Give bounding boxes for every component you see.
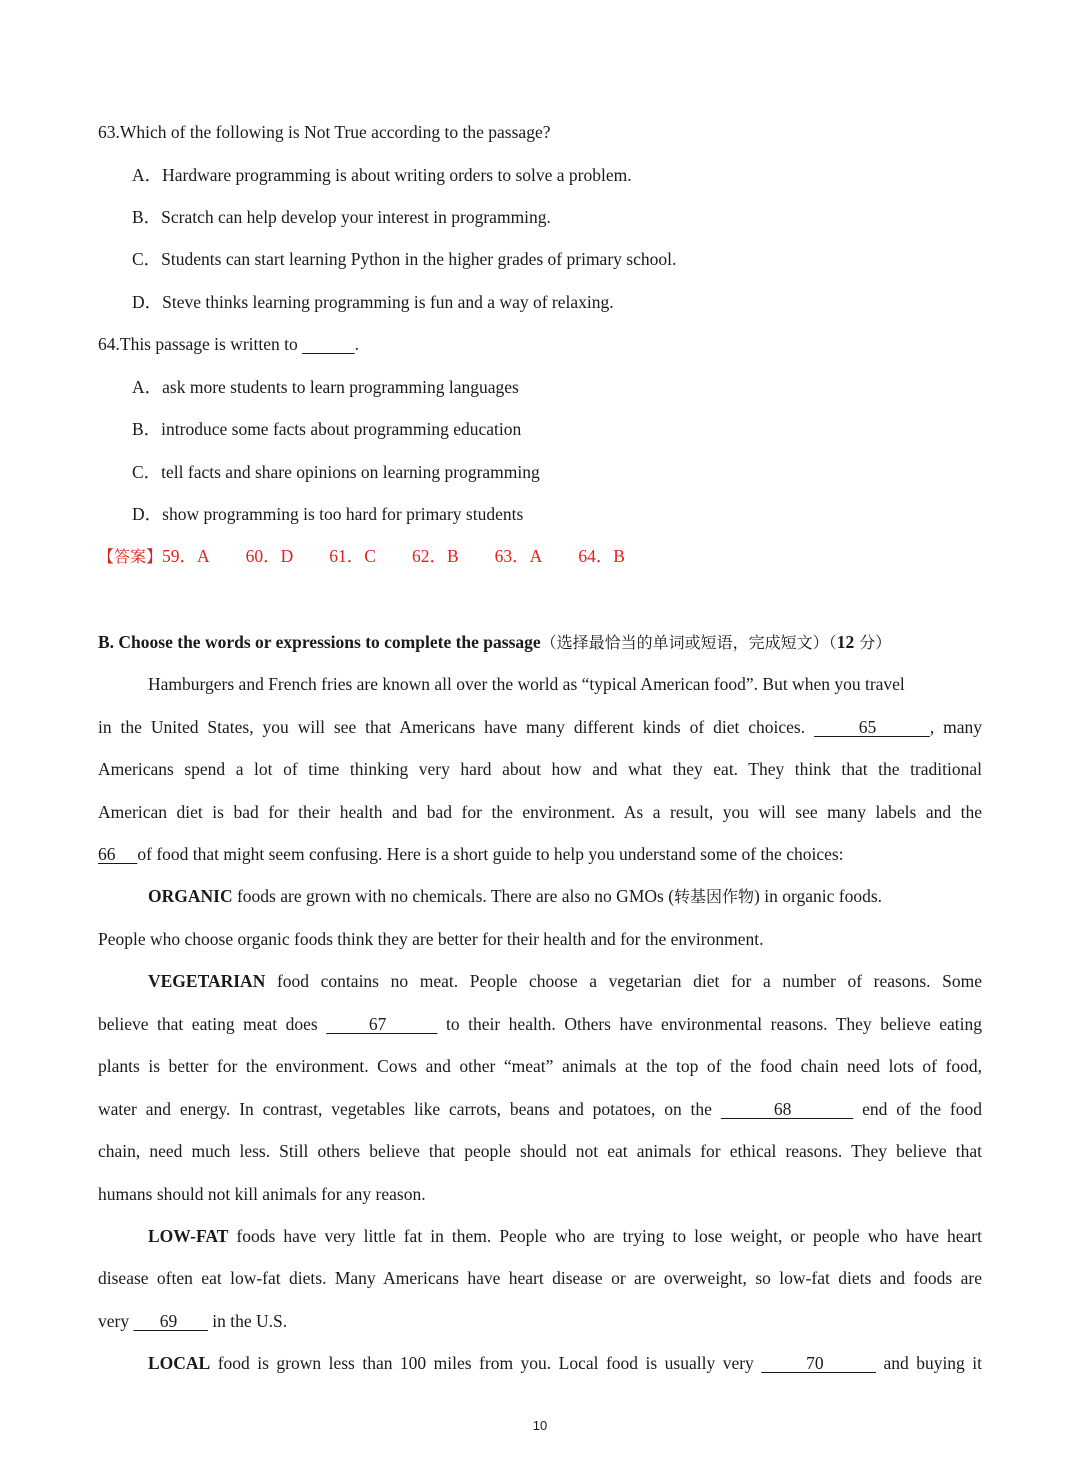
option-64-d: D．show programming is too hard for primary students bbox=[132, 504, 524, 524]
option-64-a: A．ask more students to learn programming languages bbox=[132, 377, 519, 397]
organic-line-2: People who choose organic foods think they are better for their health and for the environment. bbox=[98, 929, 764, 949]
option-63-d: D．Steve thinks learning programming is fun and a way of relaxing. bbox=[132, 292, 614, 312]
organic-term: ORGANIC bbox=[148, 886, 233, 906]
vegetarian-line-5: chain, need much less. Still others believe that people should not eat animals for ethical reasons. They believe that bbox=[98, 1141, 982, 1161]
option-63-c: C．Students can start learning Python in the higher grades of primary school. bbox=[132, 249, 677, 269]
passage-line-5 bbox=[98, 842, 844, 866]
vegetarian-line-4 bbox=[98, 1097, 982, 1121]
question-63: 63.Which of the following is Not True according to the passage? bbox=[98, 122, 551, 142]
organic-text-end: ) in organic foods. bbox=[754, 886, 883, 906]
answer-62: 62．B bbox=[411, 546, 459, 566]
passage-line-4: American diet is bad for their health and bad for the environment. As a result, you will see many labels and the bbox=[98, 802, 982, 822]
local-term: LOCAL bbox=[148, 1353, 211, 1373]
local-text: food is grown less than 100 miles from you. Local food is usually very bbox=[210, 1353, 762, 1373]
lowfat-text: foods have very little fat in them. People who are trying to lose weight, or people who have heart bbox=[228, 1226, 982, 1246]
vegetarian-line-1 bbox=[148, 969, 982, 993]
question-64-blank bbox=[302, 334, 355, 354]
passage-line-2-end: , many bbox=[929, 717, 982, 737]
question-64-text: 64.This passage is written to bbox=[98, 334, 303, 354]
vegetarian-line-2-end: to their health. Others have environmental reasons. They believe eating bbox=[437, 1014, 982, 1034]
vegetarian-line-3: plants is better for the environment. Cows and other “meat” animals at the top of the food chain need lots of food, bbox=[98, 1056, 982, 1076]
blank-67: 67 bbox=[326, 1014, 438, 1034]
lowfat-line-3-end: in the U.S. bbox=[207, 1311, 288, 1331]
blank-69: 69 bbox=[133, 1311, 208, 1331]
lowfat-line-2: disease often eat low-fat diets. Many Americans have heart disease or are overweight, so low-fat diets and foods are bbox=[98, 1268, 982, 1288]
vegetarian-text: food contains no meat. People choose a vegetarian diet for a number of reasons. Some bbox=[265, 971, 982, 991]
section-b-heading bbox=[98, 630, 891, 655]
vegetarian-line-4-end: end of the food bbox=[853, 1099, 983, 1119]
organic-line-1 bbox=[148, 884, 882, 909]
question-64 bbox=[98, 332, 359, 356]
blank-68: 68 bbox=[720, 1099, 854, 1119]
local-line-1 bbox=[148, 1351, 982, 1375]
lowfat-term: LOW-FAT bbox=[148, 1226, 229, 1246]
answer-59: 59．A bbox=[162, 546, 210, 566]
section-b-title: B. Choose the words or expressions to complete the passage bbox=[98, 632, 541, 652]
local-text-end: and buying it bbox=[875, 1353, 983, 1373]
option-64-c: C．tell facts and share opinions on learning programming bbox=[132, 462, 540, 482]
section-b-instruction: （选择最恰当的单词或短语，完成短文）（ bbox=[540, 633, 837, 652]
blank-66: 66 bbox=[98, 844, 138, 864]
lowfat-line-3 bbox=[98, 1309, 287, 1333]
section-b-score: 12 bbox=[836, 632, 855, 652]
lowfat-line-1 bbox=[148, 1224, 982, 1248]
answer-61: 61．C bbox=[329, 546, 376, 566]
passage-line-2-text: in the United States, you will see that Americans have many different kinds of diet choices. bbox=[98, 717, 815, 737]
option-63-a: A．Hardware programming is about writing orders to solve a problem. bbox=[132, 165, 632, 185]
passage-line-1: Hamburgers and French fries are known all over the world as “typical American food”. But when you travel bbox=[148, 674, 905, 694]
page-number: 10 bbox=[532, 1418, 548, 1433]
answer-63: 63．A bbox=[494, 546, 543, 566]
vegetarian-line-6: humans should not kill animals for any reason. bbox=[98, 1184, 426, 1204]
vegetarian-line-4-text: water and energy. In contrast, vegetables like carrots, beans and potatoes, on the bbox=[98, 1099, 721, 1119]
section-b-score-unit: 分） bbox=[854, 633, 892, 652]
answer-key bbox=[98, 544, 625, 569]
answer-60: 60．D bbox=[245, 546, 294, 566]
passage-line-3: Americans spend a lot of time thinking very hard about how and what they eat. They think that the traditional bbox=[98, 759, 982, 779]
vegetarian-line-2-text: believe that eating meat does bbox=[98, 1014, 327, 1034]
option-64-b: B．introduce some facts about programming education bbox=[132, 419, 522, 439]
blank-70: 70 bbox=[761, 1353, 876, 1373]
blank-65: 65 bbox=[814, 717, 930, 737]
option-63-b: B．Scratch can help develop your interest in programming. bbox=[132, 207, 551, 227]
answer-label: 【答案】 bbox=[98, 547, 163, 566]
organic-gmo-cn: 转基因作物 bbox=[674, 887, 755, 906]
vegetarian-line-2 bbox=[98, 1012, 982, 1036]
lowfat-line-3-text: very bbox=[98, 1311, 134, 1331]
passage-line-5-text: of food that might seem confusing. Here is a short guide to help you understand some of the choices: bbox=[137, 844, 844, 864]
passage-line-2 bbox=[98, 715, 982, 739]
vegetarian-term: VEGETARIAN bbox=[148, 971, 266, 991]
organic-text: foods are grown with no chemicals. There are also no GMOs ( bbox=[232, 886, 675, 906]
answer-64: 64．B bbox=[578, 546, 625, 566]
question-64-end: . bbox=[354, 334, 360, 354]
